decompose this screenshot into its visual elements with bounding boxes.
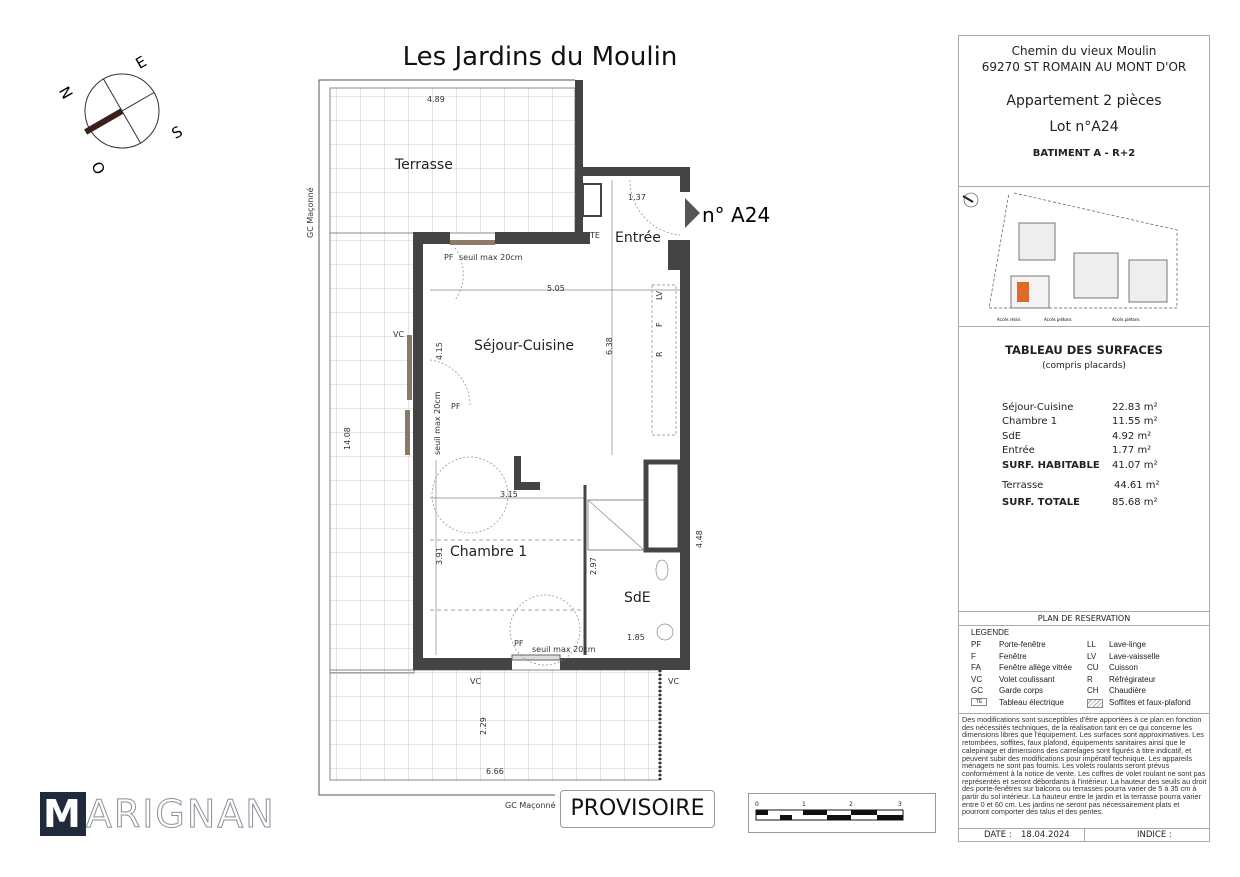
surface-name: SURF. HABITABLE [1002, 460, 1100, 471]
legend-desc: Réfrégirateur [1109, 674, 1156, 684]
plan-reservation: PLAN DE RESERVATION [1037, 614, 1131, 623]
dim-chambre-h: 3.91 [435, 547, 444, 565]
surface-value: 1.77 m² [1112, 445, 1152, 456]
scale-tick: 1 [802, 801, 806, 808]
seuil-label: seuil max 20cm [433, 391, 442, 455]
legend-desc: Cuisson [1109, 663, 1138, 672]
legend-desc: Garde corps [999, 686, 1044, 695]
dim-left-h: 4.15 [435, 342, 444, 360]
site-label: Accès piétons [1112, 317, 1140, 322]
legend-code: PF [971, 640, 982, 649]
date-value: 18.04.2024 [1021, 830, 1070, 840]
hatch-icon [1087, 699, 1103, 708]
scale-bar [748, 793, 936, 833]
surface-name: Entrée [1002, 445, 1035, 456]
site-label: Accès résid. [997, 317, 1021, 322]
dim-right-h: 4.48 [695, 530, 704, 548]
dim-sde-h: 2.97 [589, 557, 598, 575]
lot-highlight [1017, 282, 1029, 302]
room-sejour: Séjour-Cuisine [474, 338, 574, 354]
room-entree: Entrée [615, 230, 661, 246]
provisoire-stamp: PROVISOIRE [560, 790, 715, 828]
indice-label: INDICE : [1137, 830, 1172, 840]
project-title: Les Jardins du Moulin [402, 42, 678, 72]
legend-code: TE [971, 698, 987, 706]
dim-terr-top: 4.89 [427, 95, 445, 104]
surfaces-title: TABLEAU DES SURFACES [1005, 343, 1163, 357]
legend-title: LEGENDE [971, 628, 1010, 637]
lot-number: Lot n°A24 [1049, 119, 1119, 135]
pf-label: PF [451, 402, 461, 411]
seuil-label: seuil max 20cm [459, 253, 523, 262]
surface-name: Terrasse [1002, 480, 1044, 491]
compass-e: E [132, 52, 150, 73]
legend-desc: Chaudière [1109, 686, 1146, 695]
legend-code: VC [971, 674, 983, 684]
room-sde: SdE [624, 590, 651, 606]
surface-name: Chambre 1 [1002, 416, 1058, 427]
legend-desc: Porte-fenêtre [999, 640, 1046, 649]
legend-code: CH [1087, 686, 1099, 695]
surface-value: 4.92 m² [1112, 431, 1152, 442]
surface-value: 41.07 m² [1112, 460, 1158, 471]
legend-desc: Tableau électrique [999, 697, 1064, 707]
dim-entree: 1.37 [628, 193, 646, 202]
lv-label: LV [655, 290, 664, 300]
logo-m: M [40, 792, 86, 836]
date-label: DATE : [984, 830, 1012, 840]
vc-label: VC [470, 677, 482, 686]
legend-desc: Volet coulissant [999, 674, 1055, 684]
legend-code: LL [1087, 640, 1096, 649]
surface-value: 44.61 m² [1114, 480, 1160, 491]
surface-name: SdE [1002, 431, 1022, 442]
lot-marker: n° A24 [702, 203, 771, 227]
terrace-grid-left [330, 233, 414, 673]
terrace-grid-bottom [330, 670, 660, 780]
vc-label: VC [393, 330, 405, 339]
dim-sde-w: 1.85 [627, 633, 645, 642]
site-plan [959, 188, 1209, 328]
legend-code: CU [1087, 663, 1099, 672]
scale-tick: 2 [849, 801, 853, 808]
batiment: BATIMENT A - R+2 [1032, 148, 1136, 159]
surface-value: 85.68 m² [1112, 497, 1158, 508]
marignan-logo [40, 792, 276, 836]
disclaimer: Des modifications sont susceptibles d'être apportées à ce plan en fonction des nécessités techniques, de la réalisation tant en ce qui concerne les dimensions libres que l'équipement. Les surfaces sont approximatives. Les retombées, soffites, faux plafond, équipements sanitaires ainsi que le calepinage et dimensions des carrelages sont figurés à titre indicatif, et peuvent subir des modifications pour impératif technique. Les appareils ménagers ne sont pas fournis. Les volets roulants seront prévus conformément à la notice de vente. Les coffres de volet roulant ne sont pas représentés et seront débordants à l'intérieur. La hauteur des seuils au droit des porte-fenêtres sur balcons ou terrasses pourra varier de 5 à 35 cm à partir du sol intérieur. La hauteur entre le jardin et la terrasse pourra varier entre 0 et 60 cm. Les jardins ne seront pas nécessairement plats et pourront comporter des talus et des pentes. [962, 715, 1207, 817]
vc-label: VC [668, 677, 680, 686]
legend-code: F [971, 651, 976, 661]
gc-label: GC Maçonné [306, 187, 315, 238]
dim-bottom-h: 2.29 [479, 717, 488, 735]
seuil-label: seuil max 20cm [532, 645, 596, 654]
entry-arrow-icon [685, 198, 700, 228]
legend-desc: Fenêtre allège vitrée [999, 663, 1072, 672]
surface-value: 11.55 m² [1112, 416, 1158, 427]
legend-desc: Lave-linge [1109, 640, 1146, 649]
compass-n: N [55, 83, 77, 103]
legend-code: LV [1087, 651, 1097, 661]
f-label: F [655, 322, 664, 327]
room-terrasse: Terrasse [395, 157, 453, 173]
dim-sejour-h: 6.38 [605, 337, 614, 355]
legend-code: FA [971, 663, 981, 672]
dim-chambre-w: 3.15 [500, 490, 518, 499]
legend-desc: Fenêtre [999, 651, 1027, 661]
surface-name: SURF. TOTALE [1002, 497, 1080, 508]
dim-terr-h: 14.08 [343, 427, 352, 450]
surface-name: Séjour-Cuisine [1002, 402, 1074, 413]
legend-code: GC [971, 686, 983, 695]
address-line-2: 69270 ST ROMAIN AU MONT D'OR [981, 60, 1187, 74]
scale-tick: 0 [755, 801, 759, 808]
apartment-type: Appartement 2 pièces [1006, 93, 1162, 109]
legend-desc: Soffites et faux-plafond [1109, 697, 1191, 707]
logo-text: ARIGNAN [85, 792, 276, 836]
scale-tick: 3 [898, 801, 902, 808]
compass-s: S [168, 122, 186, 143]
legend-code: R [1087, 674, 1093, 684]
surfaces-subtitle: (compris placards) [1042, 361, 1126, 371]
compass-o: O [87, 158, 109, 178]
dim-bottom-w: 6.66 [486, 767, 504, 776]
r-label: R [655, 351, 664, 357]
legend-desc: Lave-vaisselle [1109, 651, 1160, 661]
site-label: Accès piétons [1044, 317, 1072, 322]
info-panel [958, 35, 1210, 842]
pf-label: PF [514, 639, 524, 648]
address-line-1: Chemin du vieux Moulin [1011, 44, 1157, 58]
dim-sejour-w: 5.05 [547, 284, 565, 293]
surface-value: 22.83 m² [1112, 402, 1158, 413]
gc-label: GC Maçonné [505, 801, 556, 810]
room-chambre: Chambre 1 [450, 544, 528, 560]
te-label: TE [590, 231, 600, 240]
pf-label: PF [444, 253, 454, 262]
